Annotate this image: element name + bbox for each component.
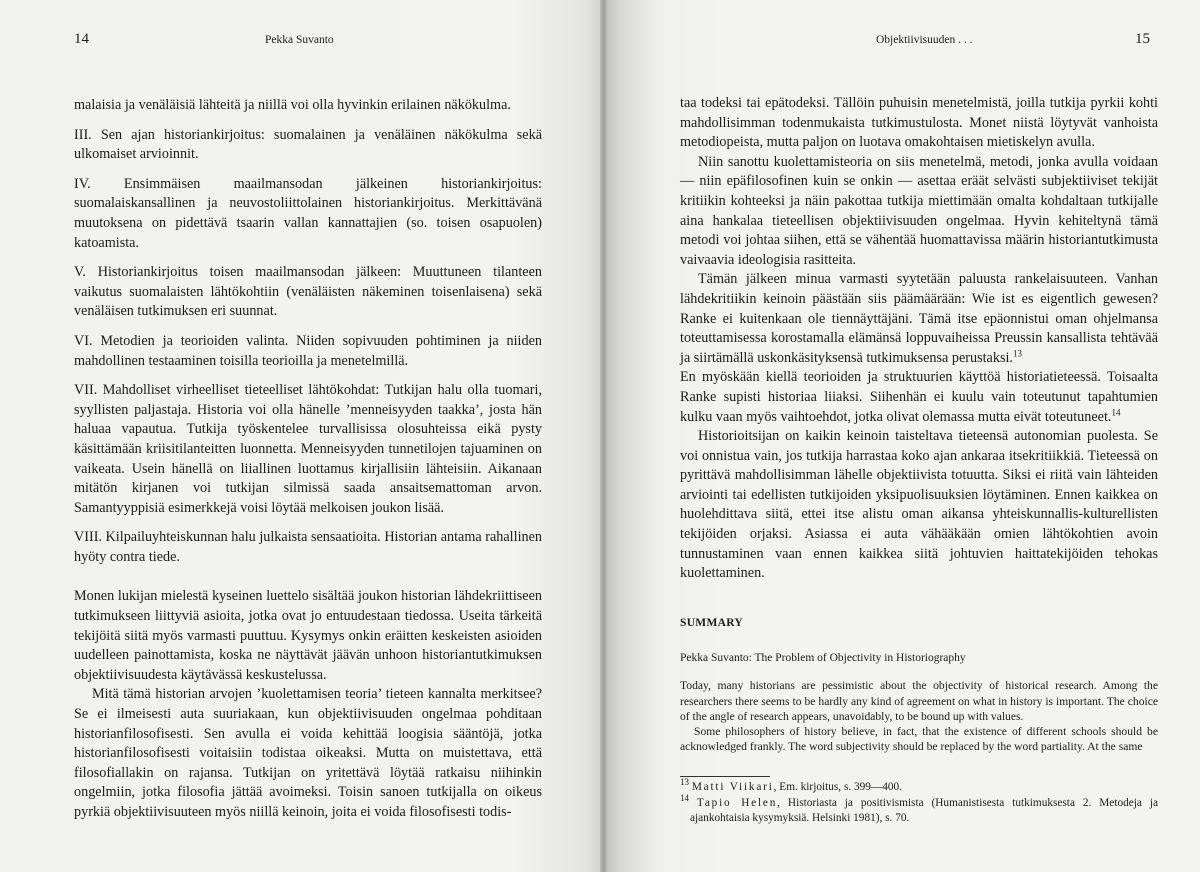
paragraph: Monen lukijan mielestä kyseinen luettelo sisältää joukon historian lähdekriittiseen tutkimukseen liittyviä asioita, jotka ovat jo entuudestaan tiedossa. Useita tärkeitä tekijöitä siitä myös varmasti puuttuu. Kysymys onkin eräitten keskeisten asioiden uudelleen painottamista, koska ne näyttävät jäävän unhoon historiantutkimuksen objektiivisuudesta käytävässä keskustelussa. xyxy=(74,588,542,683)
page-number-left: 14 xyxy=(74,31,89,47)
list-item-vi: VI. Metodien ja teorioiden valinta. Niiden sopivuuden pohtiminen ja niiden mahdollinen testaaminen toisilla teorioilla ja menetelmillä. xyxy=(74,332,542,369)
footnote-number: 14 xyxy=(680,793,689,804)
summary-paragraph: Today, many historians are pessimistic about the objectivity of historical research. Among the researchers there seems to be hardly any kind of agreement on what in history is important. The choice of the angle of research appears, unavoidably, to be bound up with values. xyxy=(680,679,1158,723)
page-number-right: 15 xyxy=(1135,31,1150,47)
paragraph: Historioitsijan on kaikin keinoin taisteltava tieteensä autonomian puolesta. Se voi onnistua vain, jos tutkija harrastaa koko ajan ankaraa itsekritiikkiä. Tieteessä on pyrittävä mahdollisimman lähelle objektiivista totuutta. Siksi ei riitä vain lähteiden arviointi tai edellisten tutkijoiden yksipuolisuuksien löytäminen. Ennen kaikkea on huolehdittava siitä, ettei itse alistu oman aikansa yhteiskunnallis-kulturellisten tekijöiden orjaksi. Asiassa ei auta vähääkään omien lähtökohtien avoin tunnustaminen vaan ennen kaikkea siitä johtuvien haittatekijöiden tehokas kuolettaminen. xyxy=(680,428,1158,582)
summary-subtitle: Pekka Suvanto: The Problem of Objectivity in Historiography xyxy=(680,652,966,665)
paragraph: Niin sanottu kuolettamisteoria on siis menetelmä, metodi, jonka avulla voidaan — niin epäfilosofinen kuin se onkin — asettaa eräät selvästi subjektiiviset tekijät kritiikin kohteeksi ja näin pakottaa tutkija miettimään omalta kohdaltaan tutkijalle aina hankalaa tieteellisen objektiivisuuden ongelmaa. Hyvin kehiteltynä tämä metodi voi johtaa siihen, että se vähentää huomattavissa määrin historiantutkimusta vaivaavia ideologisia rasitteita. xyxy=(680,153,1158,268)
summary-heading: SUMMARY xyxy=(680,616,744,629)
running-head-left: Pekka Suvanto xyxy=(265,34,334,46)
footnote-marker: 14 xyxy=(1111,406,1121,417)
summary-text xyxy=(680,678,1158,754)
paragraph: Mitä tämä historian arvojen ’kuolettamisen teoria’ tieteen kannalta merkitsee? Se ei ilmeisesti auta suuriakaan, kun objektiivisuuden ongelmaa pohditaan historianfilosofisesti. Sen avulla ei voida kehittää loogisia sääntöjä, jotka historianfilosofisesti voitaisiin todistaa oikeaksi. Mutta on muistettava, että filosofiallakin on rajansa. Tutkijan on yritettävä löytää ratkaisu niihinkin ongelmiin, jotka filosofia jättää avoimeksi. Toisin sanoen tutkijalla on oikeus pyrkiä objektiivisuuteen myös niillä keinoin, joita ei voida filosofisesti todis- xyxy=(74,686,542,820)
list-item-iv: IV. Ensimmäisen maailmansodan jälkeinen historiankirjoitus: suomalaiskansallinen ja neuvostoliittolainen historiankirjoitus. Merkittävänä muutoksena on pidettävä tsaarin vallan kannattajien (so. toisen osapuolen) katoamista. xyxy=(74,175,542,251)
paragraph-text: En myöskään kiellä teorioiden ja struktuurien käyttöä historiatieteessä. Toisaalta Ranke supisti historiaa liiaksi. Siihenhän ei kuulu vain toteutunut tapahtumien kulku vaan myös vaihtoehdot, jotka olivat olemassa mutta eivät toteutuneet. xyxy=(680,369,1158,425)
summary-paragraph: Some philosophers of history believe, in fact, that the existence of different schools should be acknowledged frankly. The word subjectivity should be replaced by the word partiality. At the same xyxy=(680,725,1158,754)
footnotes xyxy=(680,777,1158,827)
footnote-author: Matti Viikari xyxy=(691,781,774,793)
paragraph-text: Tämän jälkeen minua varmasti syytetään paluusta rankelaisuuteen. Vanhan lähdekritiikin keinoin päästään siis päämäärään: Wie ist es eigentlich gewesen? Ranke ei kuitenkaan ole tiennäyttäjäni. Tämä itse epäonnistui oman ohjelmansa toteuttamisessa korostamalla elämänsä loppuvaiheissa Preussin kansallista tehtävää ja siirtämällä uskonkäsityksensä tutkimuksensa perustaksi. xyxy=(680,271,1158,366)
paragraph: taa todeksi tai epätodeksi. Tällöin puhuisin menetelmistä, joilla tutkija pyrkii kohti mahdollisimman todenmukaista tutkimustulosta. Monet niistä löytyvät vanhoista metodiopeista, mutta paljon on luotava omakohtaisen mietiskelyn avulla. xyxy=(680,95,1158,151)
list-item-vii: VII. Mahdolliset virheelliset tieteelliset lähtökohdat: Tutkijan halu olla tuomari, syyllisten paljastaja. Historia voi olla hänelle ’menneisyyden taakka’, josta hän haluaa vapautua. Tutkija työskentelee turvallisissa olosuhteissa eikä pysty käsittämään kriisitilanteitten luonnetta. Menneisyyden tunnetilojen tajuaminen on vaikeata. Usein hänellä on liiallinen luottamus kirjallisiin lähteisiin. Aikanaan mitätön kirjanen voi tutkijan silmissä saada ansaitsemattoman arvon. Samantyyppisiä esimerkkejä voisi löytää melkoisen joukon lisää. xyxy=(74,382,542,516)
footnote-number: 13 xyxy=(680,777,689,788)
paragraph xyxy=(680,368,1158,427)
right-body-text xyxy=(680,94,1158,754)
book-gutter xyxy=(600,0,608,872)
paragraph: malaisia ja venäläisiä lähteitä ja niillä voi olla hyvinkin erilainen näkökulma. xyxy=(74,97,511,113)
paragraph xyxy=(680,270,1158,368)
right-page xyxy=(604,0,1200,872)
footnote-text: , Historiasta ja positivismista (Humanistisesta tutkimuksesta 2. Metodeja ja ajankohtaisia kysymyksiä. Helsinki 1981), s. 70. xyxy=(690,797,1158,824)
running-head-right: Objektiivisuuden . . . xyxy=(876,34,973,46)
footnote xyxy=(680,793,1158,825)
list-item-viii: VIII. Kilpailuyhteiskunnan halu julkaista sensaatioita. Historian antama rahallinen hyöty contra tiede. xyxy=(74,529,542,565)
left-body-text xyxy=(74,96,542,823)
footnote-rule xyxy=(680,776,770,777)
list-item-v: V. Historiankirjoitus toisen maailmansodan jälkeen: Muuttuneen tilanteen vaikutus suomalaisten lähtökohtiin (venäläisten näkeminen toisenlaisena) sekä venäläisen tutkimuksen eri suunnat. xyxy=(74,264,542,320)
footnote xyxy=(680,777,1158,794)
footnote-author: Tapio Helen xyxy=(696,797,778,810)
list-item-iii: III. Sen ajan historiankirjoitus: suomalainen ja venäläinen näkökulma sekä ulkomaiset arvioinnit. xyxy=(74,126,542,163)
footnote-marker: 13 xyxy=(1012,347,1022,358)
footnote-text: , Em. kirjoitus, s. 399—400. xyxy=(773,781,903,793)
